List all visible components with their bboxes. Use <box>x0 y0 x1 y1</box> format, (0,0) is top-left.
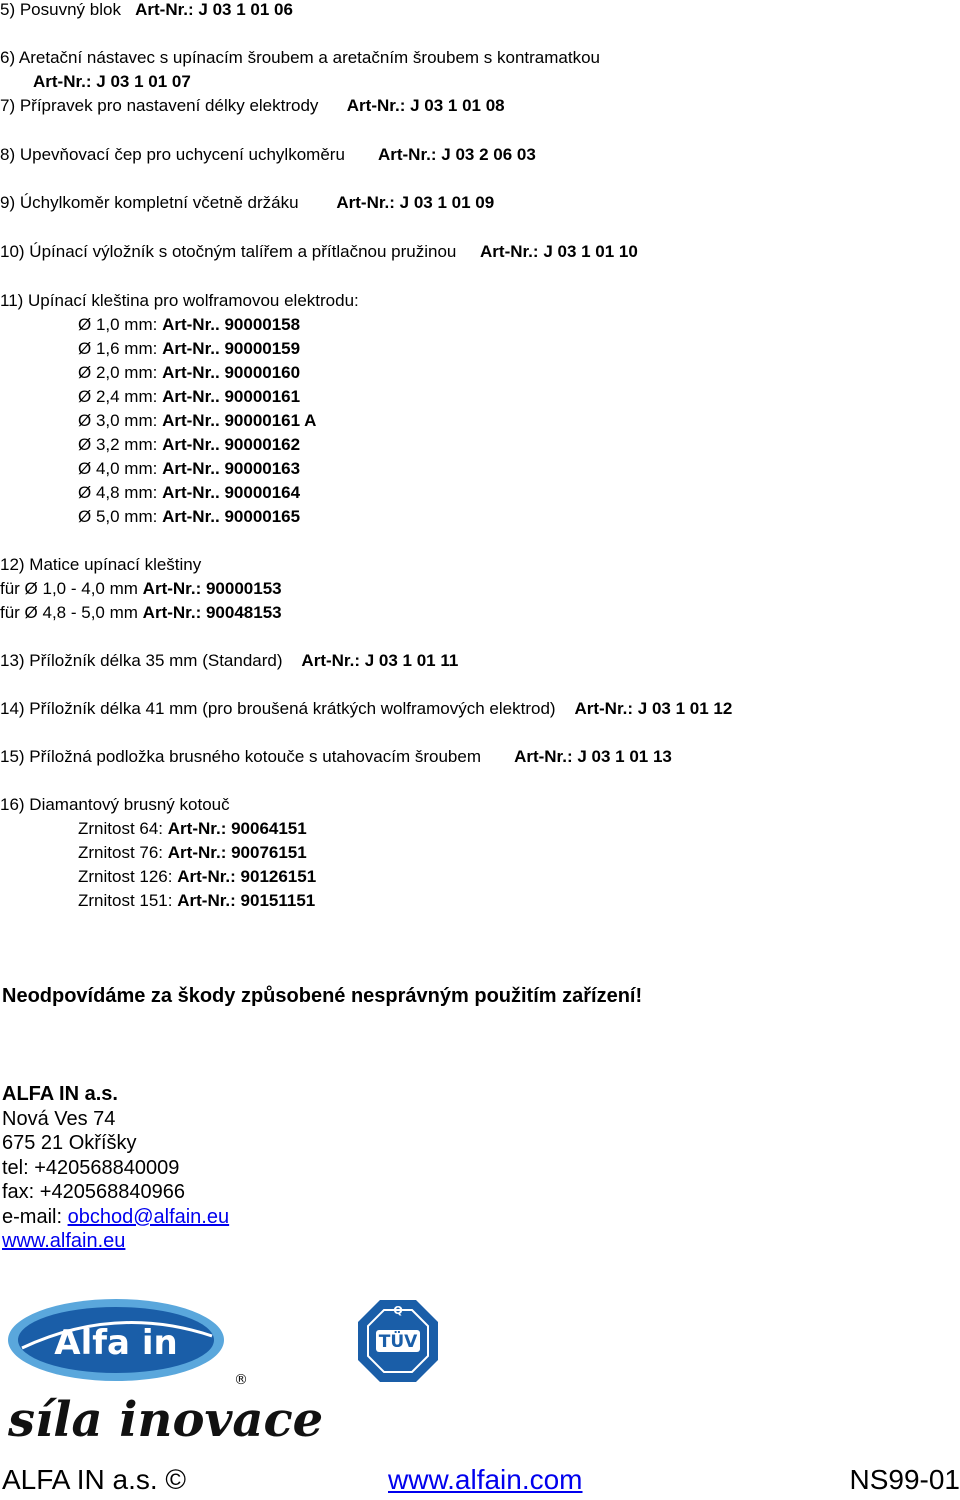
collet-row: Ø 4,0 mm: Art-Nr.. 90000163 <box>78 459 301 478</box>
item-14: 14) Příložník délka 41 mm (pro broušená krátkých wolframových elektrod) Art-Nr.: J 03 1 01 12 <box>0 699 733 718</box>
grit-row: Zrnitost 64: Art-Nr.: 90064151 <box>78 819 307 838</box>
tuv-text: TÜV <box>378 1332 418 1352</box>
art-number: J 03 2 06 03 <box>441 145 536 164</box>
art-number: J 03 1 01 13 <box>577 747 672 766</box>
contact-email-line: e-mail: obchod@alfain.eu <box>2 1206 230 1228</box>
collet-row: Ø 2,4 mm: Art-Nr.. 90000161 <box>78 387 301 406</box>
registered-mark: ® <box>234 1372 248 1388</box>
collet-row: Ø 4,8 mm: Art-Nr.. 90000164 <box>78 483 301 502</box>
item-15: 15) Příložná podložka brusného kotouče s utahovacím šroubem Art-Nr.: J 03 1 01 13 <box>0 747 672 766</box>
item-16-heading: 16) Diamantový brusný kotouč <box>0 795 230 814</box>
alfa-in-logo-graphic <box>2 1296 342 1446</box>
item-11-heading: 11) Upínací kleština pro wolframovou elektrodu: <box>0 291 359 310</box>
item-10: 10) Úpínací výložník s otočným talířem a přítlačnou pružinou Art-Nr.: J 03 1 01 10 <box>0 242 638 261</box>
art-number: J 03 1 01 09 <box>399 193 495 212</box>
art-number: J 03 1 01 10 <box>543 242 638 261</box>
nut-row: für Ø 4,8 - 5,0 mm Art-Nr.: 90048153 <box>0 603 282 622</box>
collet-row: Ø 2,0 mm: Art-Nr.. 90000160 <box>78 363 301 382</box>
item-5: 5) Posuvný blok Art-Nr.: J 03 1 01 06 <box>0 0 293 19</box>
item-7: 7) Přípravek pro nastavení délky elektrody Art-Nr.: J 03 1 01 08 <box>0 96 505 115</box>
contact-city: 675 21 Okříšky <box>2 1132 137 1154</box>
art-number: J 03 1 01 07 <box>96 72 191 91</box>
item-6: 6) Aretační nástavec s upínacím šroubem a aretačním šroubem s kontramatkou <box>0 48 601 67</box>
item-12-heading: 12) Matice upínací kleštiny <box>0 555 202 574</box>
alfa-in-logo <box>2 1296 342 1446</box>
web-link[interactable]: www.alfain.eu <box>2 1230 126 1252</box>
logo-brand-text: Alfa in <box>54 1323 178 1363</box>
collet-row: Ø 3,2 mm: Art-Nr.. 90000162 <box>78 435 301 454</box>
grit-row: Zrnitost 151: Art-Nr.: 90151151 <box>78 891 316 910</box>
collet-row: Ø 1,0 mm: Art-Nr.. 90000158 <box>78 315 301 334</box>
grit-row: Zrnitost 126: Art-Nr.: 90126151 <box>78 867 317 886</box>
svg-text:Q: Q <box>393 1304 403 1317</box>
footer-doc-code: NS99-01 <box>849 1464 960 1495</box>
contact-street: Nová Ves 74 <box>2 1108 116 1130</box>
disclaimer: Neodpovídáme za škody způsobené nesprávným použitím zařízení! <box>2 985 643 1007</box>
collet-row: Ø 1,6 mm: Art-Nr.. 90000159 <box>78 339 301 358</box>
contact-web-line <box>2 1229 125 1253</box>
item-9: 9) Úchylkoměr kompletní včetně držáku Art-Nr.: J 03 1 01 09 <box>0 193 495 212</box>
tuv-badge-icon <box>356 1298 440 1384</box>
art-number: J 03 1 01 11 <box>364 651 459 670</box>
contact-company: ALFA IN a.s. <box>2 1083 118 1105</box>
grit-row: Zrnitost 76: Art-Nr.: 90076151 <box>78 843 307 862</box>
footer-company: ALFA IN a.s. © <box>2 1464 187 1495</box>
art-number: J 03 1 01 08 <box>410 96 505 115</box>
footer-website-link[interactable]: www.alfain.com <box>388 1464 583 1495</box>
nut-row: für Ø 1,0 - 4,0 mm Art-Nr.: 90000153 <box>0 579 282 598</box>
item-6-art: Art-Nr.: J 03 1 01 07 <box>33 72 191 91</box>
art-label: Art-Nr. <box>135 0 189 19</box>
art-number: J 03 1 01 12 <box>637 699 733 718</box>
contact-tel: tel: +420568840009 <box>2 1157 180 1179</box>
logo-slogan: síla inovace <box>8 1392 324 1446</box>
item-8: 8) Upevňovací čep pro uchycení uchylkoměru Art-Nr.: J 03 2 06 03 <box>0 145 536 164</box>
email-link[interactable]: obchod@alfain.eu <box>67 1206 230 1228</box>
item-13: 13) Příložník délka 35 mm (Standard) Art-Nr.: J 03 1 01 11 <box>0 651 459 670</box>
tuv-cert-logo <box>356 1298 440 1384</box>
collet-row: Ø 3,0 mm: Art-Nr.. 90000161 A <box>78 411 317 430</box>
collet-row: Ø 5,0 mm: Art-Nr.. 90000165 <box>78 507 301 526</box>
contact-fax: fax: +420568840966 <box>2 1181 185 1203</box>
art-number: J 03 1 01 06 <box>198 0 293 19</box>
